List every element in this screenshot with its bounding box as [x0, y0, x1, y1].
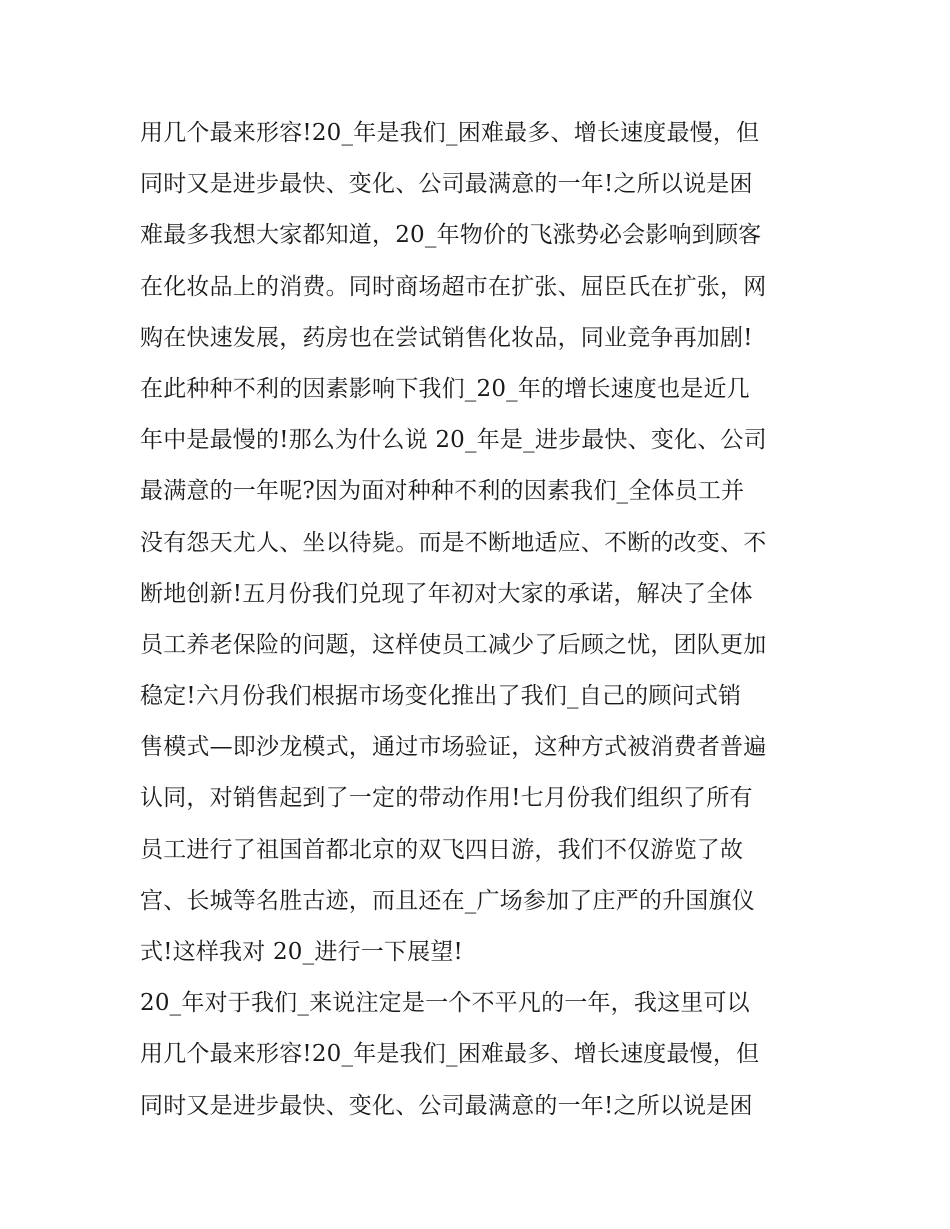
- text-line: 20_年对于我们_来说注定是一个不平凡的一年，我这里可以: [140, 990, 750, 1017]
- text-line: 没有怨天尤人、坐以待毙。而是不断地适应、不断的改变、不: [140, 529, 767, 556]
- text-line: 最满意的一年呢?因为面对种种不利的因素我们_全体员工并: [140, 478, 745, 505]
- text-line: 认同，对销售起到了一定的带动作用!七月份我们组织了所有: [140, 785, 753, 812]
- text-line: 宫、长城等名胜古迹，而且还在_广场参加了庄严的升国旗仪: [140, 887, 755, 914]
- body-text: [140, 108, 820, 1132]
- text-line: 稳定!六月份我们根据市场变化推出了我们_自己的顾问式销: [140, 683, 742, 710]
- text-line: 用几个最来形容!20_年是我们_困难最多、增长速度最慢，但: [140, 120, 760, 146]
- text-line: 同时又是进步最快、变化、公司最满意的一年!之所以说是困: [140, 1092, 753, 1119]
- text-line: 售模式—即沙龙模式，通过市场验证，这种方式被消费者普遍: [140, 734, 767, 761]
- text-line: 用几个最来形容!20_年是我们_困难最多、增长速度最慢，但: [140, 1041, 760, 1068]
- text-line: 员工进行了祖国首都北京的双飞四日游，我们不仅游览了故: [140, 836, 744, 863]
- text-line: 式!这样我对 20_进行一下展望!: [140, 939, 463, 965]
- text-line: 年中是最慢的!那么为什么说 20_年是_进步最快、变化、公司: [140, 427, 767, 454]
- text-line: 难最多我想大家都知道，20_年物价的飞涨势必会影响到顾客: [140, 222, 762, 249]
- text-line: 员工养老保险的问题，这样使员工减少了后顾之忧，团队更加: [140, 631, 767, 658]
- text-line: 在化妆品上的消费。同时商场超市在扩张、屈臣氏在扩张，网: [140, 273, 767, 300]
- text-line: 在此种种不利的因素影响下我们_20_年的增长速度也是近几: [140, 375, 750, 402]
- text-line: 同时又是进步最快、变化、公司最满意的一年!之所以说是困: [140, 171, 753, 198]
- text-line: 购在快速发展，药房也在尝试销售化妆品，同业竞争再加剧!: [140, 324, 753, 351]
- text-line: 断地创新!五月份我们兑现了年初对大家的承诺，解决了全体: [140, 580, 753, 607]
